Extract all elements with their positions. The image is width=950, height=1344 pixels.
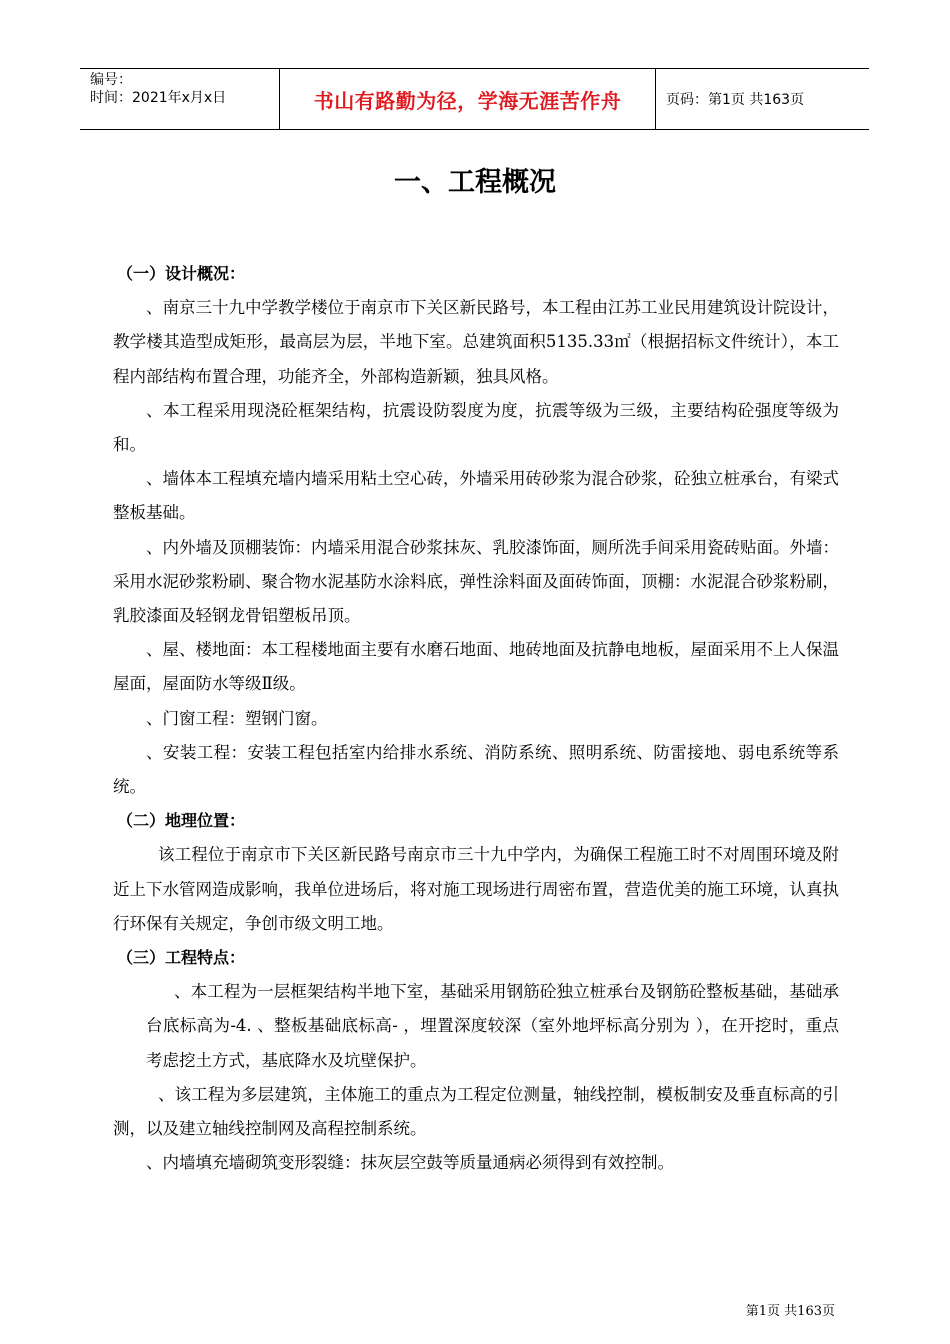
paragraph: 、墙体本工程填充墙内墙采用粘土空心砖，外墙采用砖砂浆为混合砂浆，砼独立桩承台，有梁式整板基础。 [113, 469, 839, 523]
section-heading-design: （一）设计概况： [117, 264, 246, 283]
header-meta [80, 69, 280, 129]
paragraph: 、门窗工程：塑钢门窗。 [146, 708, 328, 728]
header-page-info: 页码：第1页 共163页 [666, 92, 805, 108]
header-motto: 书山有路勤为径，学海无涯苦作舟 [280, 69, 656, 129]
section-heading-features: （三）工程特点： [117, 948, 246, 968]
paragraph: 、南京三十九中学教学楼位于南京市下关区新民路号，本工程由江苏工业民用建筑设计院设计，教学楼其造型成矩形，最高层为层，半地下室。总建筑面积5135.33㎡（根据招标文件统计），本工程内部结构布置合理，功能齐全，外部构造新颖，独具风格。 [113, 298, 839, 386]
paragraph: 、安装工程：安装工程包括室内给排水系统、消防系统、照明系统、防雷接地、弱电系统等系统。 [113, 742, 839, 797]
document-header [80, 68, 869, 130]
page-title: 一、工程概况 [394, 167, 556, 198]
section-heading-location: （二）地理位置： [117, 811, 246, 831]
paragraph: 、屋、楼地面：本工程楼地面主要有水磨石地面、地砖地面及抗静电地板，屋面采用不上人保温屋面，屋面防水等级Ⅱ级。 [113, 640, 839, 694]
document-body [113, 257, 839, 1180]
paragraph: 、该工程为多层建筑，主体施工的重点为工程定位测量，轴线控制，模板制安及垂直标高的引测，以及建立轴线控制网及高程控制系统。 [113, 1084, 839, 1139]
paragraph: 、本工程采用现浇砼框架结构，抗震设防裂度为度，抗震等级为三级，主要结构砼强度等级为和。 [113, 400, 839, 455]
number-label: 编号： [90, 72, 132, 88]
time-label: 时间：2021年x月x日 [90, 90, 227, 106]
paragraph: 、内外墙及顶棚装饰：内墙采用混合砂浆抹灰、乳胶漆饰面，厕所洗手间采用瓷砖贴面。外墙：采用水泥砂浆粉刷、聚合物水泥基防水涂料底，弹性涂料面及面砖饰面，顶棚：水泥混合砂浆粉刷，乳胶漆面及轻钢龙骨铝塑板吊顶。 [113, 537, 839, 626]
paragraph: 、内墙填充墙砌筑变形裂缝：抹灰层空鼓等质量通病必须得到有效控制。 [146, 1153, 674, 1173]
paragraph: 、本工程为一层框架结构半地下室，基础采用钢筋砼独立桩承台及钢筋砼整板基础，基础承台底标高为-4. 、整板基础底标高- ，埋置深度较深（室外地坪标高分别为 ），在开挖时，重点考虑挖土方式，基底降水及坑壁保护。 [146, 982, 839, 1070]
paragraph: 该工程位于南京市下关区新民路号南京市三十九中学内，为确保工程施工时不对周围环境及附近上下水管网造成影响，我单位进场后，将对施工现场进行周密布置，营造优美的施工环境，认真执行环保有关规定，争创市级文明工地。 [113, 845, 839, 933]
page-footer: 第1页 共163页 [745, 1304, 835, 1319]
